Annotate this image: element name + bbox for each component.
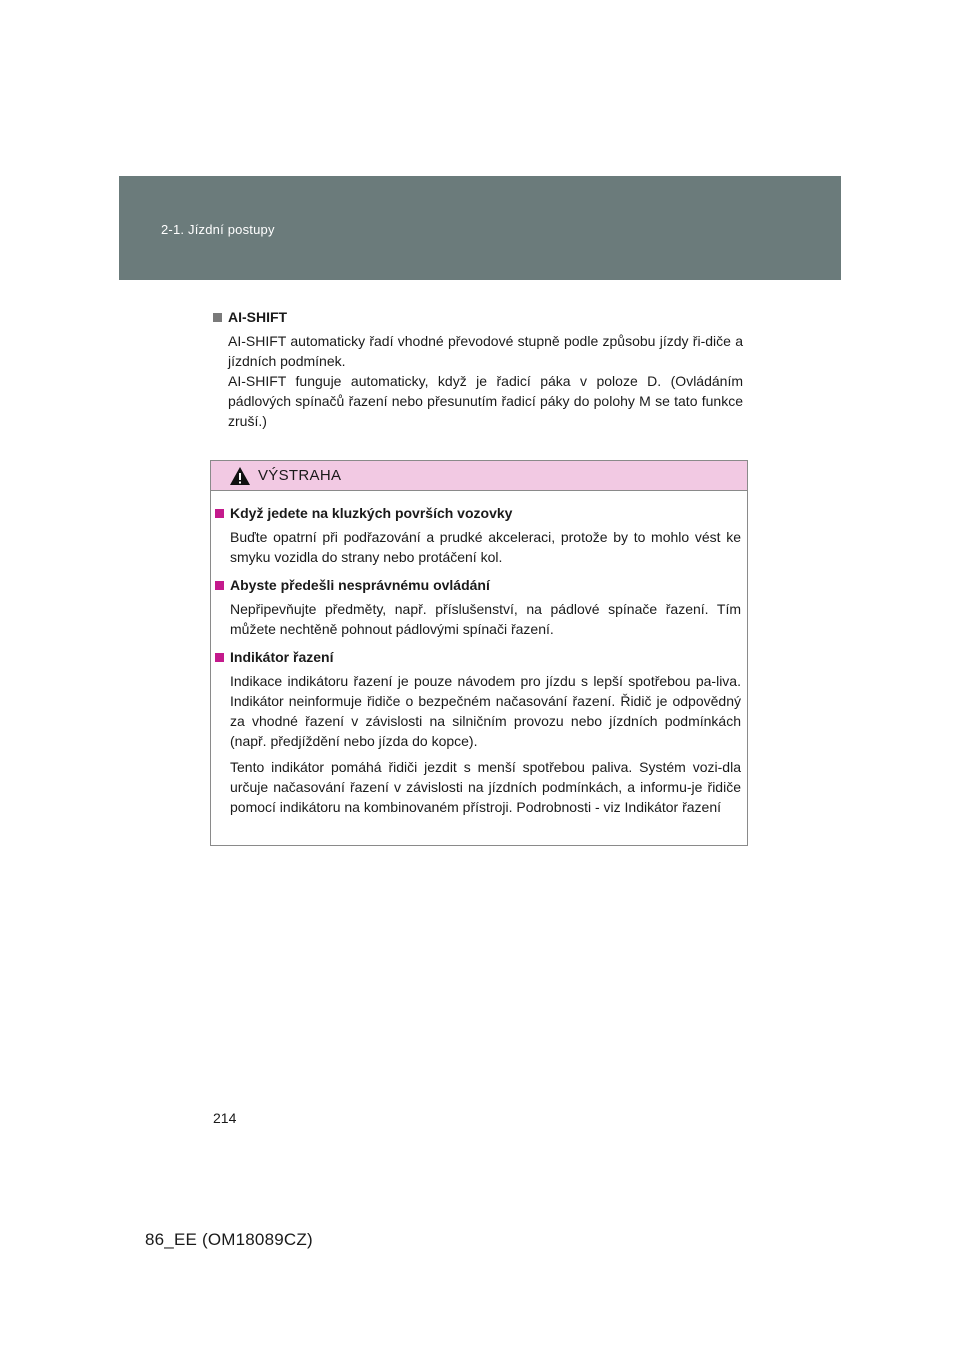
header-band [119, 176, 841, 280]
warning-body [211, 491, 747, 817]
warning-item-paragraph: Buďte opatrní při podřazování a prudké akceleraci, protože by to mohlo vést ke smyku vozidla do strany nebo protáčení kol. [230, 529, 741, 565]
section-title: 2-1. Jízdní postupy [161, 222, 275, 237]
warning-item [215, 647, 741, 817]
ai-shift-paragraph: AI-SHIFT funguje automaticky, když je řadicí páka v poloze D. (Ovládáním pádlových spínačů řazení nebo přesunutím řadicí páky do polohy M se tato funkce zruší.) [228, 373, 743, 429]
warning-item-heading-text: Abyste předešli nesprávnému ovládání [230, 577, 490, 593]
warning-item-paragraph: Nepřipevňujte předměty, např. příslušenství, na pádlové spínače řazení. Tím můžete nechtěně pohnout pádlovými spínači řazení. [230, 601, 741, 637]
ai-shift-heading [213, 307, 743, 327]
warning-item-heading [215, 575, 741, 595]
square-bullet-icon [215, 653, 224, 662]
warning-item-heading-text: Když jedete na kluzkých površích vozovky [230, 505, 513, 521]
warning-triangle-icon [229, 466, 251, 486]
page-number: 214 [213, 1110, 237, 1126]
document-code: 86_EE (OM18089CZ) [145, 1230, 313, 1249]
warning-title: VÝSTRAHA [258, 467, 342, 484]
warning-item [215, 503, 741, 567]
warning-item-heading-text: Indikátor řazení [230, 649, 334, 665]
warning-item-paragraph: Indikace indikátoru řazení je pouze návodem pro jízdu s lepší spotřebou pa-liva. Indikátor neinformuje řidiče o bezpečném načasování řazení. Řidič je odpovědný za vhodné řazení v závislosti na silničním provozu nebo jízdních podmínkách (např. předjíždění nebo jízda do kopce). [230, 673, 741, 749]
warning-header [211, 461, 747, 491]
square-bullet-icon [213, 313, 222, 322]
ai-shift-paragraph: AI-SHIFT automaticky řadí vhodné převodové stupně podle způsobu jízdy ři-diče a jízdních podmínek. [228, 333, 743, 369]
warning-item-heading [215, 647, 741, 667]
ai-shift-section [213, 307, 743, 431]
warning-item-paragraph: Tento indikátor pomáhá řidiči jezdit s menší spotřebou paliva. Systém vozi-dla určuje načasování řazení v závislosti na jízdních podmínkách, a informu-je řidiče pomocí indikátoru na kombinovaném přístroji. Podrobnosti - viz Indikátor řazení [230, 759, 741, 815]
square-bullet-icon [215, 509, 224, 518]
ai-shift-heading-text: AI-SHIFT [228, 309, 288, 325]
warning-item-heading [215, 503, 741, 523]
square-bullet-icon [215, 581, 224, 590]
warning-item [215, 575, 741, 639]
warning-box [210, 460, 748, 846]
